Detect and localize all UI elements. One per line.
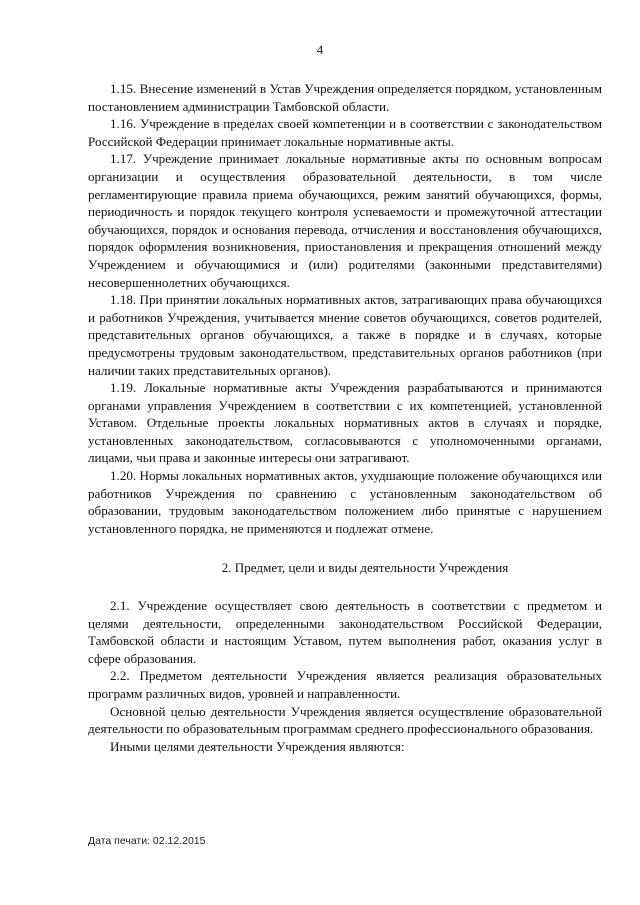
paragraph-2-2: 2.2. Предметом деятельности Учреждения является реализация образовательных программ различных видов, уровней и направленности. (88, 668, 602, 701)
page-number: 4 (316, 42, 324, 57)
paragraph-other-goals: Иными целями деятельности Учреждения являются: (110, 738, 405, 754)
section-heading: 2. Предмет, цели и виды деятельности Учреждения (221, 560, 509, 576)
paragraph-1-19: 1.19. Локальные нормативные акты Учреждения разрабатываются и принимаются органами управления Учреждением в соответствии с их компетенцией, установленной Уставом. Отдельные проекты локальных нормативных актов в случаях и порядке, установленных законодательством, согласовываются с уполномоченными органами, лицами, чьи права и законные интересы они затрагивают. (88, 380, 602, 466)
paragraph-1-18: 1.18. При принятии локальных нормативных актов, затрагивающих права обучающихся и работников Учреждения, учитывается мнение советов обучающихся, советов родителей, представительных органов обучающихся, а также в порядке и в случаях, которые предусмотрены трудовым законодательством, представительных органов работников (при наличии таких представительных органов). (88, 292, 602, 378)
paragraph-main-goal: Основной целью деятельности Учреждения является осуществление образовательной деятельности по образовательным программам среднего профессионального образования. (88, 703, 602, 737)
paragraph-1-20: 1.20. Нормы локальных нормативных актов, ухудшающие положение обучающихся или работников Учреждения по сравнению с установленным законодательством об образовании, трудовым законодательством положением либо принятые с нарушением установленного порядка, не применяются и подлежат отмене. (88, 468, 602, 536)
paragraph-1-17: 1.17. Учреждение принимает локальные нормативные акты по основным вопросам организации и осуществления образовательной деятельности, в том числе регламентирующие правила приема обучающихся, режим занятий обучающихся, формы, периодичность и порядок текущего контроля успеваемости и промежуточной аттестации обучающихся, порядок и основания перевода, отчисления и восстановления обучающихся, порядок оформления возникновения, приостановления и прекращения отношений между Учреждением и обучающимися и (или) родителями (законными представителями) несовершеннолетних обучающихся. (88, 151, 602, 290)
document-body (88, 80, 602, 755)
paragraph-2-1: 2.1. Учреждение осуществляет свою деятельность в соответствии с предметом и целями деятельности, определенными законодательством Российской Федерации, Тамбовской области и настоящим Уставом, путем выполнения работ, оказания услуг в сфере образования. (88, 598, 602, 666)
print-date-footer: Дата печати: 02.12.2015 (88, 835, 206, 847)
paragraph-1-15: 1.15. Внесение изменений в Устав Учреждения определяется порядком, установленным постановлением администрации Тамбовской области. (88, 81, 602, 114)
paragraph-1-16: 1.16. Учреждение в пределах своей компетенции и в соответствии с законодательством Российской Федерации принимает локальные нормативные акты. (88, 116, 602, 149)
